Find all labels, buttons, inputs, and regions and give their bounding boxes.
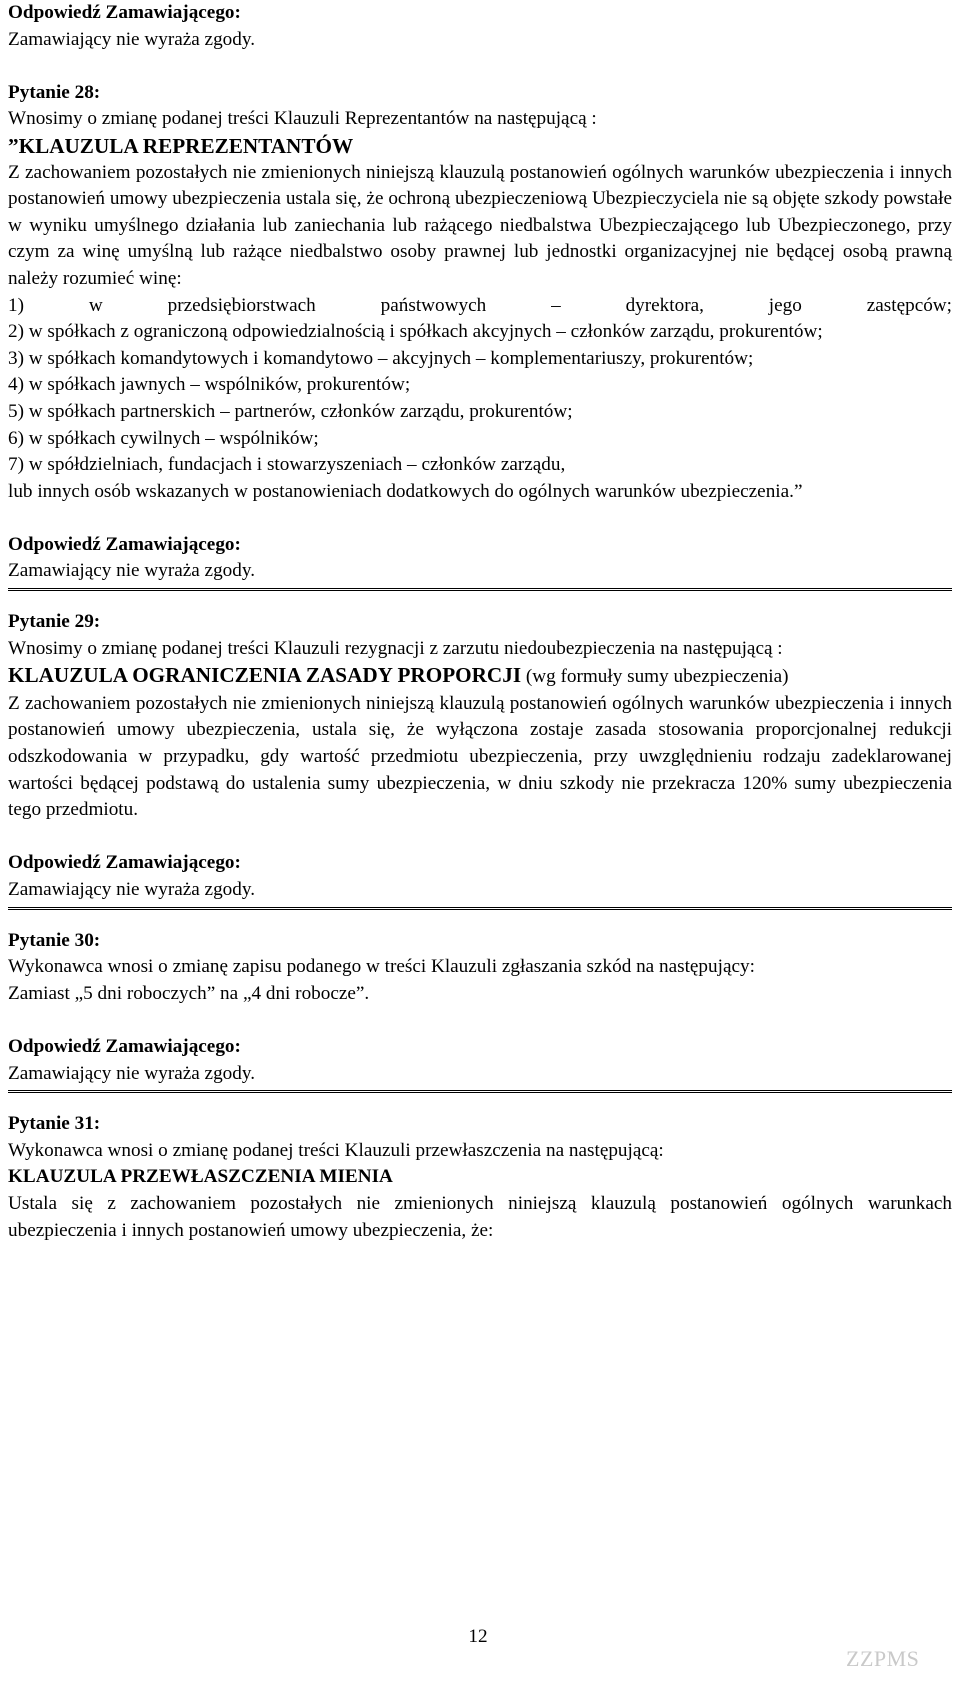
answer-text: Zamawiający nie wyraża zgody. xyxy=(8,879,256,900)
spacer xyxy=(8,824,952,851)
question-29-clause xyxy=(8,662,952,691)
spacer xyxy=(8,913,952,928)
question-30-intro: Wykonawca wnosi o zmianę zapisu podanego w treści Klauzuli zgłaszania szkód na następujący: xyxy=(8,956,755,978)
question-29-clause-title: KLAUZULA OGRANICZENIA ZASADY PROPORCJI xyxy=(8,663,522,688)
answer-text: Zamawiający nie wyraża zgody. xyxy=(8,28,256,50)
question-29-title: Pytanie 29: xyxy=(8,611,101,633)
question-28-item: 7) w spółdzielniach, fundacjach i stowarzyszeniach – członków zarządu, xyxy=(8,454,566,476)
question-28-body: Z zachowaniem pozostałych nie zmienionych niniejszą klauzulą postanowień ogólnych warunków ubezpieczenia i innych postanowień umowy ubezpieczenia ustala się, że ochroną ubezpieczeniową Ubezpieczyciela nie są objęte szkody powstałe w wyniku umyślnego działania lub zaniechania lub rażącego niedbalstwa Ubezpieczającego lub Ubezpieczonego, przy czym za winę umyślną lub rażące niedbalstwo osoby prawnej lub jednostki organizacyjnej nie będącej osobą prawną należy rozumieć winę: xyxy=(8,161,952,289)
answer-text: Zamawiający nie wyraża zgody. xyxy=(8,1062,256,1084)
question-31-clause-title: KLAUZULA PRZEWŁASZCZENIA MIENIA xyxy=(8,1166,393,1188)
question-28-item: 1) w przedsiębiorstwach państwowych – dyrektora, jego zastępców; xyxy=(8,294,952,316)
answer-text: Zamawiający nie wyraża zgody. xyxy=(8,560,256,582)
question-31-body: Ustala się z zachowaniem pozostałych nie zmienionych niniejszą klauzulą postanowień ogólnych warunkach ubezpieczenia i innych postanowień umowy ubezpieczenia, że: xyxy=(8,1192,952,1241)
spacer xyxy=(8,594,952,609)
question-29-intro: Wnosimy o zmianę podanej treści Klauzuli rezygnacji z zarzutu niedoubezpieczenia na następującą : xyxy=(8,637,783,659)
question-29-clause-suffix: (wg formuły sumy ubezpieczenia) xyxy=(521,666,789,688)
question-28-title: Pytanie 28: xyxy=(8,81,101,103)
answer-heading: Odpowiedź Zamawiającego: xyxy=(8,1035,241,1057)
spacer xyxy=(8,53,952,80)
footer-watermark: ZZPMS xyxy=(846,1646,920,1671)
answer-heading: Odpowiedź Zamawiającego: xyxy=(8,852,241,874)
spacer xyxy=(8,1096,952,1111)
section-separator xyxy=(8,907,952,910)
question-28-item: 5) w spółkach partnerskich – partnerów, członków zarządu, prokurentów; xyxy=(8,400,573,422)
question-30-body: Zamiast „5 dni roboczych” na „4 dni robocze”. xyxy=(8,982,370,1004)
question-28-closing: lub innych osób wskazanych w postanowieniach dodatkowych do ogólnych warunków ubezpieczenia.” xyxy=(8,480,803,502)
question-28-item: 6) w spółkach cywilnych – wspólników; xyxy=(8,427,319,449)
document-page xyxy=(8,0,952,1244)
page-number: 12 xyxy=(468,1626,488,1647)
question-28-intro: Wnosimy o zmianę podanej treści Klauzuli Reprezentantów na następującą : xyxy=(8,108,597,130)
spacer xyxy=(8,1007,952,1034)
section-separator xyxy=(8,588,952,591)
question-30-title: Pytanie 30: xyxy=(8,929,101,951)
question-31-title: Pytanie 31: xyxy=(8,1113,101,1135)
question-31-intro: Wykonawca wnosi o zmianę podanej treści Klauzuli przewłaszczenia na następującą: xyxy=(8,1139,664,1161)
spacer xyxy=(8,505,952,532)
section-separator xyxy=(8,1090,952,1093)
question-28-item: 3) w spółkach komandytowych i komandytowo – akcyjnych – komplementariuszy, prokurentów; xyxy=(8,347,754,369)
question-29-body: Z zachowaniem pozostałych nie zmienionych niniejszą klauzulą postanowień ogólnych warunków ubezpieczenia i innych postanowień umowy ubezpieczenia, ustala się, że wyłączona zostaje zasada stosowania proporcjonalnej redukcji odszkodowania w przypadku, gdy wartość przedmiotu ubezpieczenia, przy uwzględnieniu rodzaju zadeklarowanej wartości będącej podstawą do ustalenia sumy ubezpieczenia, w dniu szkody nie przekracza 120% sumy ubezpieczenia tego przedmiotu. xyxy=(8,692,952,821)
question-28-item: 4) w spółkach jawnych – wspólników, prokurentów; xyxy=(8,374,411,396)
answer-heading: Odpowiedź Zamawiającego: xyxy=(8,533,241,555)
question-28-item: 2) w spółkach z ograniczoną odpowiedzialnością i spółkach akcyjnych – członków zarządu, prokurentów; xyxy=(8,321,823,343)
question-28-clause-title: ”KLAUZULA REPREZENTANTÓW xyxy=(8,133,354,158)
answer-heading: Odpowiedź Zamawiającego: xyxy=(8,2,241,23)
